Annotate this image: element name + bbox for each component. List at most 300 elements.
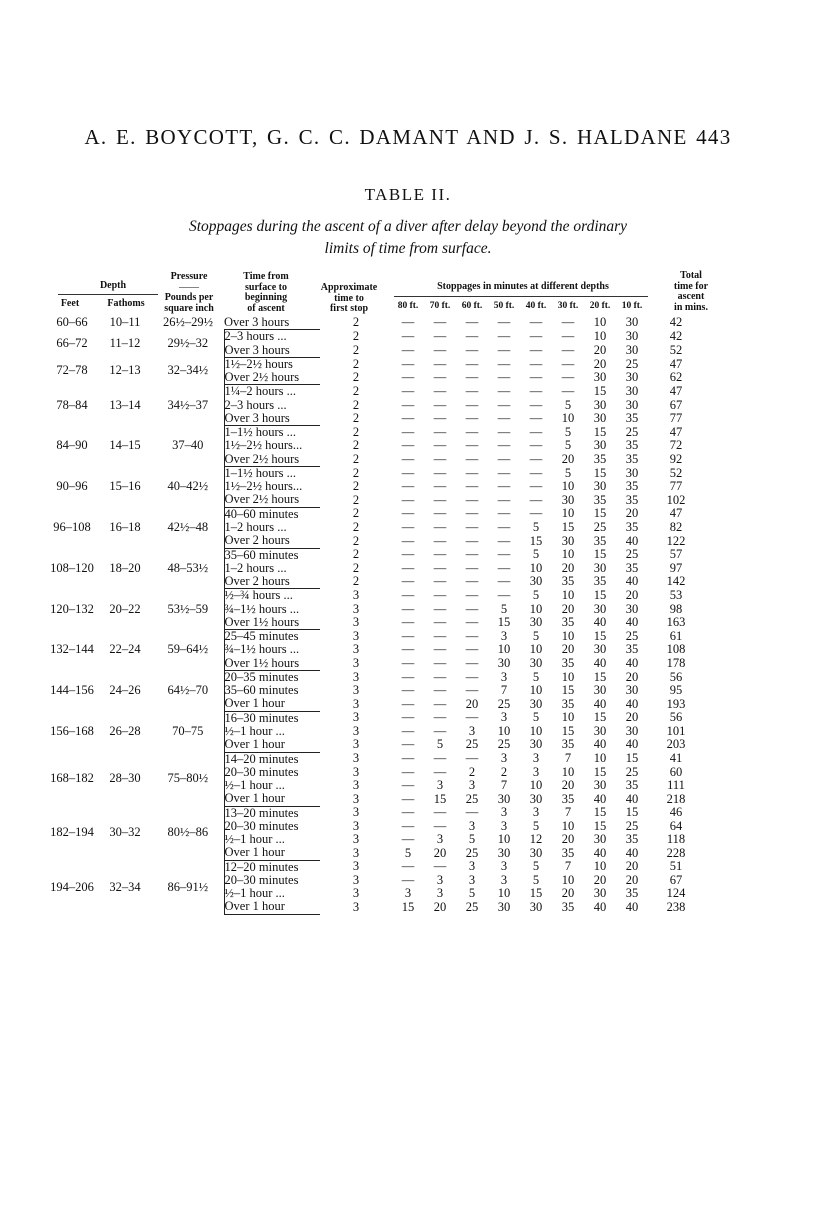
stop-minutes: 15 [593, 764, 607, 779]
time-from-surface: 20–30 minutes [224, 874, 320, 887]
stop-minutes: — [465, 533, 479, 548]
depth-feet: 78–84 [56, 397, 88, 412]
header-line: Approximate [320, 282, 378, 293]
header-line: in mins. [674, 301, 708, 313]
approx-time-first-stop: 2 [352, 574, 360, 589]
stop-minutes: — [401, 506, 415, 521]
depth-feet: 156–168 [50, 723, 94, 738]
time-from-surface: 2–3 hours ... [224, 399, 320, 412]
stop-minutes: 30 [593, 397, 607, 412]
stop-minutes: — [401, 574, 415, 589]
approx-time-first-stop: 2 [352, 479, 360, 494]
stop-minutes: 20 [625, 710, 639, 725]
stop-minutes: 5 [532, 628, 540, 643]
stop-minutes: — [561, 329, 575, 344]
stop-minutes: — [465, 560, 479, 575]
pressure-range: 80½–86 [167, 825, 209, 840]
stop-minutes: — [497, 574, 511, 589]
time-from-surface: ½–1 hour ... [224, 725, 320, 738]
total-ascent-time: 62 [669, 370, 683, 385]
stop-minutes: 20 [593, 356, 607, 371]
stop-minutes: — [465, 465, 479, 480]
header-pressure-sep: —— [179, 282, 199, 293]
stop-minutes: — [433, 655, 447, 670]
stop-minutes: 25 [625, 764, 639, 779]
stop-minutes: — [401, 356, 415, 371]
approx-time-first-stop: 2 [352, 424, 360, 439]
stop-minutes: — [401, 315, 415, 330]
total-ascent-time: 92 [669, 451, 683, 466]
stop-minutes: — [401, 628, 415, 643]
approx-time-first-stop: 2 [352, 492, 360, 507]
approx-time-first-stop: 3 [352, 683, 360, 698]
time-from-surface: Over 3 hours [224, 344, 320, 358]
stop-minutes: — [433, 601, 447, 616]
stop-minutes: — [401, 451, 415, 466]
stop-minutes: — [433, 723, 447, 738]
stop-minutes: 20 [625, 872, 639, 887]
stop-minutes: 25 [465, 845, 479, 860]
approx-time-first-stop: 2 [352, 519, 360, 534]
stop-minutes: — [433, 547, 447, 562]
pressure-range: 64½–70 [167, 683, 209, 698]
stop-minutes: 20 [561, 451, 575, 466]
stop-minutes: — [497, 451, 511, 466]
time-from-surface: 1¼–2 hours ... [224, 385, 320, 399]
approx-time-first-stop: 2 [352, 465, 360, 480]
stop-minutes: — [465, 451, 479, 466]
stop-minutes: — [401, 723, 415, 738]
stop-minutes: — [433, 384, 447, 399]
stop-depth-header: 30 ft. [557, 301, 579, 311]
stop-minutes: 40 [625, 737, 639, 752]
header-depth: Depth [99, 280, 127, 291]
stop-minutes: — [401, 492, 415, 507]
header-line: Pounds per [164, 292, 214, 303]
depth-fathoms: 30–32 [109, 825, 141, 840]
stop-minutes: 40 [625, 615, 639, 630]
stop-minutes: — [465, 424, 479, 439]
stop-minutes: 25 [625, 356, 639, 371]
stop-minutes: — [401, 465, 415, 480]
table-row [46, 752, 704, 766]
stop-minutes: 35 [625, 778, 639, 793]
stop-minutes: 15 [529, 533, 543, 548]
stop-minutes: — [497, 479, 511, 494]
stop-minutes: — [529, 465, 543, 480]
stop-minutes: — [401, 791, 415, 806]
depth-feet: 194–206 [50, 879, 94, 894]
stop-minutes: 25 [465, 899, 479, 914]
time-from-surface: ½–¾ hours ... [224, 589, 320, 603]
stoppage-table [46, 316, 704, 915]
stop-minutes: — [465, 438, 479, 453]
stop-minutes: 35 [561, 574, 575, 589]
stop-minutes: — [529, 315, 543, 330]
stop-minutes: 30 [593, 723, 607, 738]
stop-minutes: 15 [593, 384, 607, 399]
header-pressure-unit [154, 293, 224, 314]
total-ascent-time: 46 [669, 805, 683, 820]
total-ascent-time: 142 [666, 574, 686, 589]
total-ascent-time: 122 [666, 533, 686, 548]
stop-minutes: 35 [625, 832, 639, 847]
approx-time-first-stop: 3 [352, 655, 360, 670]
stop-depth-header: 70 ft. [429, 301, 451, 311]
total-ascent-time: 118 [666, 832, 686, 847]
time-from-surface: Over 2½ hours [224, 493, 320, 507]
header-fathoms: Fathoms [107, 298, 145, 309]
total-ascent-time: 102 [666, 492, 686, 507]
stop-minutes: — [401, 588, 415, 603]
stop-minutes: 2 [468, 764, 476, 779]
stop-minutes: — [401, 737, 415, 752]
stop-minutes: 20 [593, 872, 607, 887]
stop-minutes: — [401, 601, 415, 616]
stop-minutes: 15 [625, 751, 639, 766]
depth-feet: 132–144 [50, 642, 94, 657]
time-from-surface: 1½–2½ hours [224, 357, 320, 371]
stop-minutes: 30 [497, 899, 511, 914]
stop-minutes: 30 [625, 384, 639, 399]
stop-minutes: — [433, 751, 447, 766]
stop-minutes: — [465, 479, 479, 494]
stop-minutes: — [529, 506, 543, 521]
total-ascent-time: 61 [669, 628, 683, 643]
approx-time-first-stop: 2 [352, 342, 360, 357]
stop-minutes: — [529, 451, 543, 466]
approx-time-first-stop: 3 [352, 588, 360, 603]
total-ascent-time: 51 [669, 859, 683, 874]
table-row [46, 316, 704, 330]
total-ascent-time: 98 [669, 601, 683, 616]
stop-minutes: — [401, 764, 415, 779]
stop-minutes: 7 [564, 859, 572, 874]
stop-minutes: 35 [625, 479, 639, 494]
total-ascent-time: 53 [669, 588, 683, 603]
stop-minutes: 10 [529, 778, 543, 793]
stop-minutes: 30 [593, 886, 607, 901]
stop-minutes: — [497, 315, 511, 330]
total-ascent-time: 67 [669, 872, 683, 887]
time-from-surface: 25–45 minutes [224, 630, 320, 644]
stop-minutes: 3 [500, 859, 508, 874]
stop-minutes: 30 [625, 397, 639, 412]
stop-minutes: — [465, 683, 479, 698]
stop-minutes: 3 [500, 669, 508, 684]
stop-minutes: 10 [497, 723, 511, 738]
stop-minutes: 20 [593, 342, 607, 357]
approx-time-first-stop: 2 [352, 547, 360, 562]
stop-minutes: — [433, 669, 447, 684]
stop-minutes: 30 [593, 832, 607, 847]
stop-minutes: 3 [436, 872, 444, 887]
time-from-surface: Over 2½ hours [224, 371, 320, 385]
approx-time-first-stop: 3 [352, 778, 360, 793]
stop-minutes: 30 [497, 655, 511, 670]
stop-minutes: 10 [497, 642, 511, 657]
stop-minutes: 25 [625, 547, 639, 562]
pressure-range: 26½–29½ [163, 315, 213, 330]
stop-minutes: — [433, 329, 447, 344]
depth-feet: 66–72 [56, 335, 88, 350]
stop-minutes: 25 [625, 818, 639, 833]
stop-minutes: 35 [625, 492, 639, 507]
stop-minutes: 30 [625, 342, 639, 357]
stop-minutes: — [465, 411, 479, 426]
stop-minutes: 30 [625, 683, 639, 698]
approx-time-first-stop: 3 [352, 737, 360, 752]
stop-minutes: 30 [593, 560, 607, 575]
stop-minutes: — [401, 655, 415, 670]
total-ascent-time: 56 [669, 710, 683, 725]
time-from-surface: Over 1 hour [224, 738, 320, 752]
stop-minutes: — [401, 805, 415, 820]
pressure-range: 59–64½ [167, 642, 209, 657]
stop-minutes: 40 [593, 696, 607, 711]
stop-minutes: 25 [625, 424, 639, 439]
stop-minutes: — [433, 519, 447, 534]
stop-depth-header: 10 ft. [621, 301, 643, 311]
time-from-surface: Over 1 hour [224, 792, 320, 806]
pressure-range: 40–42½ [167, 479, 209, 494]
stop-minutes: — [497, 411, 511, 426]
stop-minutes: — [401, 329, 415, 344]
stop-minutes: — [465, 601, 479, 616]
stop-minutes: — [401, 696, 415, 711]
stop-minutes: 3 [532, 764, 540, 779]
stop-minutes: — [465, 588, 479, 603]
total-ascent-time: 57 [669, 547, 683, 562]
stop-minutes: — [497, 492, 511, 507]
stop-minutes: 30 [625, 465, 639, 480]
stop-minutes: — [401, 384, 415, 399]
approx-time-first-stop: 2 [352, 438, 360, 453]
stop-minutes: 5 [468, 886, 476, 901]
approx-time-first-stop: 3 [352, 628, 360, 643]
table-row [46, 330, 704, 344]
total-ascent-time: 42 [669, 315, 683, 330]
stop-minutes: 10 [529, 560, 543, 575]
stop-minutes: — [433, 356, 447, 371]
pressure-range: 42½–48 [167, 519, 209, 534]
stop-minutes: 30 [593, 601, 607, 616]
stop-minutes: — [465, 669, 479, 684]
stop-minutes: — [401, 669, 415, 684]
stop-minutes: 35 [561, 845, 575, 860]
time-from-surface: 13–20 minutes [224, 806, 320, 820]
stop-minutes: — [433, 683, 447, 698]
total-ascent-time: 77 [669, 411, 683, 426]
total-ascent-time: 67 [669, 397, 683, 412]
stop-minutes: — [401, 411, 415, 426]
depth-fathoms: 15–16 [109, 479, 141, 494]
stop-minutes: 15 [593, 805, 607, 820]
stop-minutes: — [561, 384, 575, 399]
time-from-surface: Over 1½ hours [224, 616, 320, 630]
time-from-surface: Over 1½ hours [224, 657, 320, 671]
stop-minutes: 5 [564, 397, 572, 412]
time-from-surface: ½–1 hour ... [224, 779, 320, 792]
time-from-surface: Over 3 hours [224, 412, 320, 426]
stop-minutes: 7 [564, 805, 572, 820]
depth-brace [58, 294, 158, 295]
stop-minutes: 5 [532, 669, 540, 684]
stop-minutes: — [433, 574, 447, 589]
stop-minutes: 30 [529, 574, 543, 589]
stop-minutes: — [401, 751, 415, 766]
stop-minutes: 10 [593, 329, 607, 344]
stop-minutes: — [497, 424, 511, 439]
pressure-range: 53½–59 [167, 601, 209, 616]
header-stoppages: Stoppages in minutes at different depths [437, 281, 609, 292]
stop-minutes: 25 [625, 628, 639, 643]
stop-minutes: — [433, 397, 447, 412]
stop-minutes: 35 [561, 696, 575, 711]
stop-minutes: — [529, 342, 543, 357]
approx-time-first-stop: 2 [352, 411, 360, 426]
stop-minutes: 5 [468, 832, 476, 847]
stop-minutes: 30 [529, 791, 543, 806]
time-from-surface: 1–1½ hours ... [224, 426, 320, 440]
stop-minutes: 40 [625, 574, 639, 589]
stop-minutes: — [529, 329, 543, 344]
stop-minutes: 3 [532, 805, 540, 820]
stop-minutes: — [433, 342, 447, 357]
stop-minutes: 5 [532, 859, 540, 874]
stop-minutes: — [465, 329, 479, 344]
stop-minutes: — [433, 628, 447, 643]
stop-minutes: — [401, 615, 415, 630]
stop-minutes: 10 [561, 628, 575, 643]
stop-minutes: — [433, 451, 447, 466]
stop-minutes: — [433, 479, 447, 494]
stop-minutes: 40 [593, 655, 607, 670]
stop-minutes: 30 [625, 329, 639, 344]
stop-minutes: 15 [497, 615, 511, 630]
total-ascent-time: 77 [669, 479, 683, 494]
stop-minutes: — [401, 710, 415, 725]
stop-minutes: 30 [625, 315, 639, 330]
stop-minutes: 35 [593, 533, 607, 548]
stop-depth-header: 60 ft. [461, 301, 483, 311]
stop-minutes: — [433, 506, 447, 521]
stop-minutes: — [497, 547, 511, 562]
stop-minutes: 30 [625, 370, 639, 385]
approx-time-first-stop: 2 [352, 397, 360, 412]
time-from-surface: 1½–2½ hours... [224, 439, 320, 452]
stop-minutes: 35 [561, 791, 575, 806]
stop-minutes: 30 [561, 533, 575, 548]
header-line: time for [673, 280, 709, 292]
stop-minutes: 15 [593, 628, 607, 643]
stop-minutes: — [433, 642, 447, 657]
stop-minutes: — [433, 424, 447, 439]
stop-minutes: — [401, 683, 415, 698]
header-feet: Feet [60, 298, 80, 309]
stop-minutes: 35 [625, 519, 639, 534]
table-row [46, 860, 704, 874]
stop-minutes: 35 [561, 899, 575, 914]
stop-minutes: 10 [561, 588, 575, 603]
stop-minutes: — [465, 751, 479, 766]
stop-minutes: 15 [433, 791, 447, 806]
stop-minutes: 15 [593, 465, 607, 480]
stop-minutes: 3 [500, 628, 508, 643]
stop-minutes: 30 [529, 655, 543, 670]
table-title: TABLE II. [364, 185, 452, 204]
stop-minutes: 35 [561, 737, 575, 752]
stop-minutes: — [529, 438, 543, 453]
stop-minutes: 7 [500, 778, 508, 793]
stop-minutes: 40 [593, 845, 607, 860]
stop-minutes: 20 [625, 588, 639, 603]
header-total [664, 271, 718, 313]
stop-minutes: 35 [593, 451, 607, 466]
header-pressure: Pressure [170, 271, 208, 282]
stop-depth-header: 20 ft. [589, 301, 611, 311]
stop-minutes: 30 [561, 492, 575, 507]
stop-minutes: 5 [532, 547, 540, 562]
stop-minutes: — [497, 356, 511, 371]
stop-minutes: 5 [564, 438, 572, 453]
stop-minutes: 30 [529, 696, 543, 711]
stop-minutes: — [433, 315, 447, 330]
approx-time-first-stop: 2 [352, 356, 360, 371]
total-ascent-time: 218 [666, 791, 686, 806]
header-line: square inch [164, 302, 214, 314]
stop-minutes: 35 [625, 411, 639, 426]
total-ascent-time: 111 [667, 778, 685, 793]
approx-time-first-stop: 3 [352, 764, 360, 779]
header-time-from-surface [224, 272, 308, 314]
stop-minutes: — [465, 506, 479, 521]
stop-minutes: 20 [561, 886, 575, 901]
approx-time-first-stop: 3 [352, 872, 360, 887]
time-from-surface: Over 2 hours [224, 575, 320, 589]
stop-minutes: 40 [593, 791, 607, 806]
stop-minutes: 3 [500, 805, 508, 820]
stop-minutes: — [401, 560, 415, 575]
approx-time-first-stop: 3 [352, 805, 360, 820]
time-from-surface: Over 2 hours [224, 534, 320, 548]
approx-time-first-stop: 3 [352, 601, 360, 616]
stop-minutes: 5 [564, 424, 572, 439]
stop-minutes: 15 [593, 669, 607, 684]
stop-minutes: 35 [625, 886, 639, 901]
depth-fathoms: 24–26 [109, 683, 141, 698]
total-ascent-time: 108 [666, 642, 686, 657]
stop-minutes: 20 [465, 696, 479, 711]
time-from-surface: 1–2 hours ... [224, 521, 320, 534]
stop-minutes: 40 [625, 533, 639, 548]
stop-minutes: 5 [532, 519, 540, 534]
stop-minutes: 10 [561, 764, 575, 779]
header-line: beginning [244, 292, 288, 303]
depth-feet: 90–96 [56, 479, 88, 494]
stop-minutes: 30 [593, 479, 607, 494]
total-ascent-time: 56 [669, 669, 683, 684]
stop-minutes: 15 [401, 899, 415, 914]
stop-minutes: 40 [625, 845, 639, 860]
stop-minutes: — [561, 342, 575, 357]
time-from-surface: 12–20 minutes [224, 860, 320, 874]
stop-minutes: — [529, 370, 543, 385]
stop-minutes: — [465, 628, 479, 643]
stop-minutes: 35 [561, 615, 575, 630]
stop-minutes: 15 [593, 506, 607, 521]
pressure-range: 37–40 [172, 438, 204, 453]
